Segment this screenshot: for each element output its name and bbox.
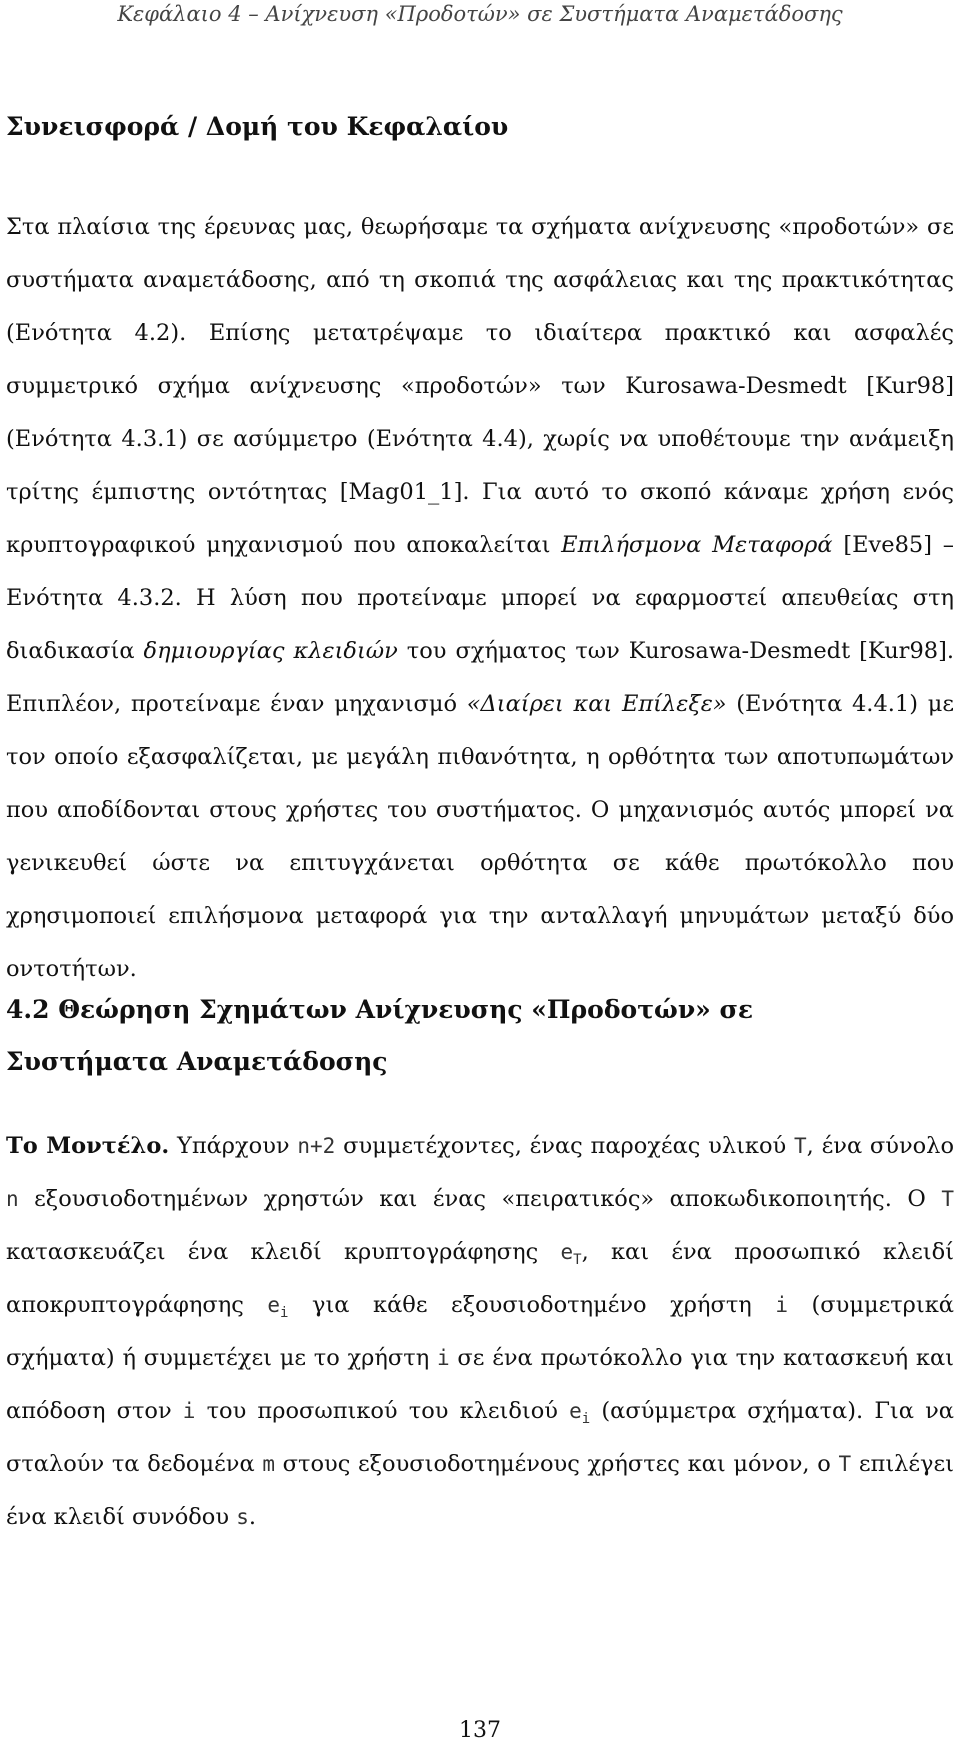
math-e-i [267,1293,289,1321]
math-i: i [436,1346,450,1370]
section-heading-line: 4.2 Θεώρηση Σχημάτων Ανίχνευσης «Προδοτών» σε [6,995,754,1024]
section-heading-4-2 [6,984,753,1088]
paragraph-text: σε ένα πρωτόκολλο για την κατασκευή και απόδοση στον [6,1345,954,1424]
paragraph-text: . [248,1504,256,1530]
math-n-plus-2: n+2 [297,1134,336,1158]
running-header: Κεφάλαιο 4 – Ανίχνευση «Προδοτών» σε Συστήματα Αναμετάδοσης [117,2,843,26]
math-n: n [6,1187,19,1211]
math-symbol: e [569,1399,582,1423]
paragraph-text: , και ένα προσωπικό κλειδί αποκρυπτογράφησης [6,1239,954,1318]
section-heading-line: Συστήματα Αναμετάδοσης [6,1047,388,1076]
math-i: i [182,1399,196,1423]
paragraph-text: (Ενότητα 4.4.1) με τον οποίο εξασφαλίζεται, με μεγάλη πιθανότητα, η ορθότητα των αποτυπωμάτων που αποδίδονται στους χρήστες του συστήματος. Ο μηχανισμός αυτός μπορεί να γενικευθεί ώστε να επιτυγχάνεται ορθότητα σε κάθε πρωτόκολλο που χρησιμοποιεί επιλήσμονα μεταφορά για την ανταλλαγή μηνυμάτων μεταξύ δύο οντοτήτων. [6,691,955,982]
italic-term-oblivious-transfer: Επιλήσμονα Μεταφορά [561,532,833,558]
paragraph-text: κατασκευάζει ένα κλειδί κρυπτογράφησης [6,1239,561,1265]
page-number: 137 [459,1718,501,1743]
math-i: i [775,1293,788,1317]
italic-term-key-generation: δημιουργίας κλειδιών [143,638,398,664]
paragraph-text: (συμμετρικά σχήματα) ή συμμετέχει με το χρήστη [6,1292,954,1371]
paragraph-text: , ένα σύνολο [806,1133,954,1159]
math-m: m [262,1452,275,1476]
math-s: s [236,1505,249,1529]
paragraph-text: για κάθε εξουσιοδοτημένο χρήστη [288,1292,776,1318]
paragraph-text: Στα πλαίσια της έρευνας μας, θεωρήσαμε τα σχήματα ανίχνευσης «προδοτών» σε συστήματα αναμετάδοσης, από τη σκοπιά της ασφάλειας και της πρακτικότητας (Ενότητα 4.2). Επίσης μετατρέψαμε το ιδιαίτερα πρακτικό και ασφαλές συμμετρικό σχήμα ανίχνευσης «προδοτών» των Kurosawa-Desmedt [Kur98] (Ενότητα 4.3.1) σε ασύμμετρο (Ενότητα 4.4), χωρίς να υποθέτουμε την ανάμειξη τρίτης έμπιστης οντότητας [Mag01_1]. Για αυτό το σκοπό κάναμε χρήση ενός κρυπτογραφικού μηχανισμού που αποκαλείται [6,214,954,558]
paragraph-text: στους εξουσιοδοτημένους χρήστες και μόνον, ο [274,1451,839,1477]
section-heading-contribution: Συνεισφορά / Δομή του Κεφαλαίου [6,112,509,141]
math-e-i [569,1399,591,1427]
math-T: T [838,1452,852,1476]
math-T: T [794,1134,807,1158]
paragraph-text: του προσωπικού του κλειδιού [195,1398,570,1424]
paragraph-text: συμμετέχοντες, ένας παροχέας υλικού [335,1133,795,1159]
math-T: T [941,1187,954,1211]
math-subscript: i [280,1305,289,1321]
math-subscript: T [573,1252,582,1268]
math-symbol: e [267,1293,281,1317]
paragraph-lead: Το Μοντέλο. [6,1133,170,1159]
paragraph-text: επιλέγει ένα κλειδί συνόδου [6,1451,954,1530]
contribution-paragraph [6,201,954,996]
math-symbol: e [560,1240,574,1264]
math-subscript: i [581,1411,591,1427]
paragraph-text: (ασύμμετρα σχήματα). Για να σταλούν τα δεδομένα [6,1398,954,1477]
paragraph-text: του σχήματος των Kurosawa-Desmedt [Kur98]. Επιπλέον, προτείναμε έναν μηχανισμό [6,638,954,717]
paragraph-text: Υπάρχουν [169,1133,298,1159]
model-paragraph [6,1120,954,1544]
italic-term-divide-and-choose: «Διαίρει και Επίλεξε» [466,691,727,717]
paragraph-text: [Eve85] – Ενότητα 4.3.2. Η λύση που προτείναμε μπορεί να εφαρμοστεί απευθείας στη διαδικασία [6,532,954,664]
math-e-T [560,1240,582,1268]
paragraph-text: εξουσιοδοτημένων χρηστών και ένας «πειρατικός» αποκωδικοποιητής. Ο [18,1186,942,1212]
